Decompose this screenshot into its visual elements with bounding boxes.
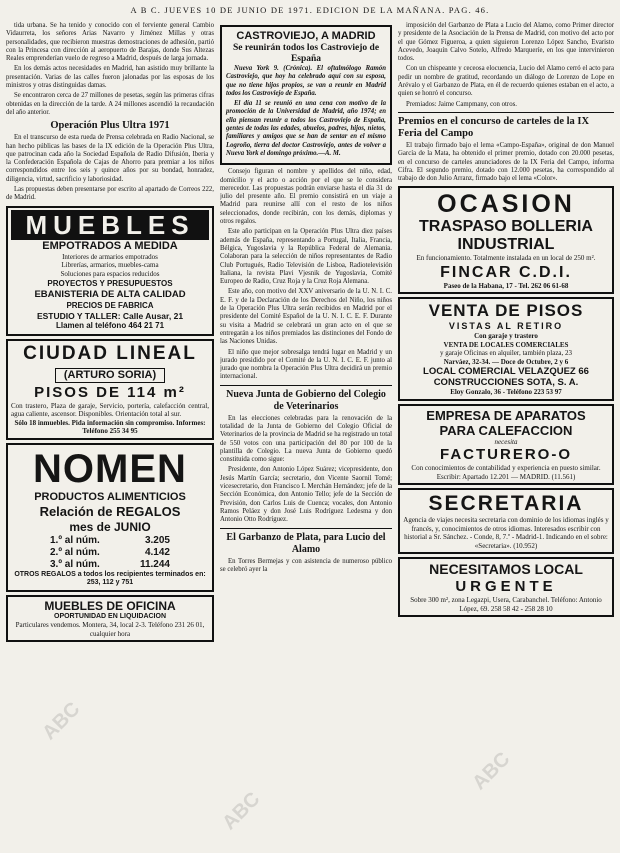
ocasion-subtitle: TRASPASO BOLLERIA [419, 218, 593, 236]
article-paragraph: tida urbana. Se ha tenido y conocido con el ferviente general Cambio Vidaurreta, los señores Arias Navarro y Jiménez Millas y otras personalidades, que recibieron muestras demostraciones de adhesión, partió con la Princesa con dirección al aeropuerto de Barajas, donde Sus Altezas Reales emprenderían vuelo de regreso a Madrid, después de larga jornada. [6, 22, 214, 63]
article-paragraph: Consejo figuran el nombre y apellidos del niño, edad, domicilio y el acto o acción por el que se le considera merecedor. Las propuestas podrán enviarse hasta el día 31 de julio del presente año. El premio consistirá en un viaje a Madrid para reunirse allí con el resto de los niños seleccionados, donde recibirán, con los demás, diplomas y otros regalos. [220, 168, 392, 226]
venta-line: Con garaje y trastero [474, 332, 538, 341]
ocasion-title: OCASION [437, 190, 575, 219]
local-subtitle: URGENTE [455, 578, 557, 596]
muebles-oficina-advertisement [6, 595, 214, 643]
nomen-relation: Relación de REGALOS [39, 503, 181, 519]
castroviejo-title: CASTROVIEJO, A MADRID [236, 30, 376, 42]
oficina-text: Particulares vendemos. Montera, 34, local 2-3. Teléfono 231 26 01, cualquier hora [15, 621, 205, 638]
article-paragraph: El niño que mejor sobresalga tendrá lugar en Madrid y un jurado presidido por el Comité de la U. N. I. C. E. F. junto al jurado que nombra la Operación Plus Ultra decidirá un premio internacional. [220, 348, 392, 381]
nomen-prize [50, 535, 170, 547]
nomen-prize [50, 559, 170, 571]
castroviejo-box [220, 25, 392, 165]
muebles-contact: ESTUDIO Y TALLER: Calle Ausar, 21 [36, 310, 184, 321]
ciudad-subtitle: (ARTURO SORIA) [55, 368, 165, 383]
nomen-advertisement [6, 443, 214, 592]
article-paragraph: Este año participan en la Operación Plus Ultra diez países además de España, representando a Portugal, Italia, Francia, Bélgica, Yugoslavia y la República Federal de Alemania. Colaboran para la selección de niños representantes de Radio Club Portugués, Radio Televisión de Lisboa, Radiotelevisión Italiana, la revista Plavi Vjesnik de Yugoslavia, Comité Europeo de Radio, Cruz Roja y la Cruz Roja Alemana. [220, 228, 392, 286]
local-advertisement [398, 557, 614, 617]
prize-label: 3.º al núm. [50, 558, 100, 570]
ciudad-info: Sólo 18 inmuebles. Pida información sin compromiso. Informes: Teléfono 255 34 95 [14, 418, 206, 436]
empresa-role: FACTURERO-O [440, 446, 572, 464]
junta-headline: Nueva Junta de Gobierno del Colegio de Veterinarios [226, 388, 386, 412]
divider [220, 385, 392, 386]
empresa-text: Con conocimientos de contabilidad y experiencia en puesto similar. Escribir: Apartado 12.201 — MADRID. (11.561) [411, 464, 601, 481]
article-paragraph: En Torres Bermejas y con asistencia de numeroso público se celebró ayer la [220, 557, 392, 573]
article-paragraph: Se encontraron cerca de 27 millones de pesetas, según las primeras cifras obtenidas en la dirección de la tarde. A 24 millones ascendió la recaudación del año anterior. [6, 92, 214, 116]
muebles-line: Interiores de armarios empotrados [62, 252, 158, 261]
article-paragraph: Este año, con motivo del XXV aniversario de la U. N. I. C. E. F. y de la Declaración de los Derechos del Niño, los niños de la Operación Plus Ultra serán recibidos en Madrid por el presidente del Comité Español de la U. N. I. C. E. F. Durante su visita a Madrid se celebrará un gran acto en el que se entregarán a los niños premiados las distinciones del Fondo de las Naciones Unidas. [220, 288, 392, 346]
ocasion-text: En funcionamiento. Totalmente instalada en un local de 250 m². [416, 254, 596, 263]
page-header: A B C. JUEVES 10 DE JUNIO DE 1971. EDICION DE LA MAÑANA. PAG. 46. [130, 5, 490, 15]
muebles-prices: PRECIOS DE FABRICA [66, 300, 154, 310]
castroviejo-paragraph: El día 11 se reunió en una cena con motivo de la promoción de la Universidad de Madrid, año 1974; en ella piensan reunir a todos los Castroviejo de España, gentes de todas las edades, abuelos, padres, hijos, nietos, familiares y amigos que se han de sentar en el mismo Logroño, tierra del doctor Castroviejo, antes de volver a Nueva York el domingo próximo.—A. M. [226, 100, 386, 157]
venta-pisos-advertisement [398, 297, 614, 401]
divider [398, 112, 614, 113]
muebles-subtitle: EMPOTRADOS A MEDIDA [42, 239, 178, 252]
local-text: Sobre 300 m², zona Legazpi, Usera, Carabanchel. Teléfono: Antonio López, 69. 258 58 42 - 258 28 10 [410, 596, 602, 613]
ciudad-lineal-advertisement [6, 339, 214, 440]
prize-label: 1.º al núm. [50, 534, 100, 546]
muebles-phone: Llamen al teléfono 464 21 71 [55, 320, 165, 330]
article-paragraph: Premiados: Jaime Campmany, con otros. [406, 100, 517, 108]
article-paragraph: En el transcurso de esta rueda de Prensa celebrada en Radio Nacional, se han hecho públicas las bases de la IX edición de la Operación Plus Ultra, que patrocinan cada año la Sociedad Española de Radio Difusión, Iberia y la Confederación Española de Cajas de Ahorro para premiar a los niños correspondidos entre los seis y quince años por su bondad, honradez, diligencia, virtud, sacrificio y laboriosidad. [6, 134, 214, 183]
watermark-abc: ABC [218, 788, 265, 835]
article-paragraph: Las propuestas deben presentarse por escrito al apartado de Correos 222, de Madrid. [6, 186, 214, 202]
operation-plus-ultra-headline: Operación Plus Ultra 1971 [50, 120, 170, 132]
nomen-prize [50, 547, 170, 559]
article-paragraph: Con un chispeante y ceceosa elocuencia, Lucio del Alamo cerró el acto para pedir un nombre de gratitud, recordando un diálogo de Lorenzo de Lope en Arévalo y el Garbanzo de Plata, en él de recuerdo quienes estaban en el acto, a quien se honró el concurso. [398, 65, 614, 98]
article-paragraph: En las elecciones celebradas para la renovación de la totalidad de la Junta de Gobierno del Colegio Oficial de Veterinarios de la provincia de Madrid se ha registrado un total de 550 votos con una participación del 80 por 100 de la plantilla de Colegio. La nueva Junta de Gobierno quedó constituida como sigue: [220, 414, 392, 464]
ciudad-pisos: PISOS DE 114 m² [34, 383, 186, 401]
garbanzo-headline: El Garbanzo de Plata, para Lucio del Alamo [226, 531, 386, 555]
venta-line: VENTA DE LOCALES COMERCIALES [443, 340, 569, 349]
ocasion-subtitle: INDUSTRIAL [457, 236, 555, 254]
venta-subtitle: VISTAS AL RETIRO [448, 321, 564, 332]
column-1 [6, 22, 214, 847]
divider [220, 528, 392, 529]
nomen-subtitle: PRODUCTOS ALIMENTICIOS [34, 490, 186, 503]
venta-line: Eloy Gonzalo, 36 - Teléfono 223 53 97 [450, 388, 562, 397]
ciudad-title: CIUDAD LINEAL [23, 342, 197, 364]
empresa-needs: necesita [494, 437, 518, 446]
article-paragraph: Presidente, don Antonio López Suárez; vicepresidente, don Jesús Martín García; secretario, don Vicente Saornil Tomé; vicesecretario, don Francisco I. Merchán Hernández; jefe de la Sección Económica, don Antonio Tello; jefe de la Sección de Previsión, don Carlos Luis de Cuenca; vocales, don Antonio Ramos Peláez y don José Luis Rodríguez Ledesma y don Antonio Otto Rodríguez. [220, 466, 392, 524]
oficina-title: MUEBLES DE OFICINA [44, 598, 176, 613]
prize-number: 11.244 [139, 558, 170, 570]
prize-label: 2.º al núm. [50, 546, 100, 558]
empresa-title: PARA CALEFACCION [439, 422, 573, 438]
secretaria-advertisement [398, 488, 614, 554]
ocasion-address: Paseo de la Habana, 17 - Tel. 262 06 61-68 [443, 281, 569, 290]
empresa-title: EMPRESA DE APARATOS [426, 407, 586, 423]
oficina-subtitle: OPORTUNIDAD EN LIQUIDACION [54, 612, 166, 620]
castroviejo-paragraph: Nueva York 9. (Crónica). El oftalmólogo Ramón Castroviejo, que hoy ha celebrado aquí con su esposa, que no tiene hijos propios, se van a reunir en Madrid todos los Castroviejo de España. [226, 65, 386, 97]
ocasion-company: FINCAR C.D.I. [440, 263, 572, 281]
prize-number: 3.205 [144, 534, 170, 546]
watermark-abc: ABC [468, 748, 515, 795]
secretaria-title: SECRETARIA [428, 492, 584, 516]
nomen-title: NOMEN [33, 446, 187, 491]
ocasion-advertisement [398, 186, 614, 294]
prize-number: 4.142 [144, 546, 170, 558]
venta-line: LOCAL COMERCIAL VELAZQUEZ 66 [423, 366, 589, 378]
watermark-abc: ABC [38, 698, 85, 745]
local-title: NECESITAMOS LOCAL [429, 561, 583, 578]
muebles-services: PROYECTOS Y PRESUPUESTOS [47, 279, 173, 289]
article-paragraph: En los demás actos necesidades en Madrid, han asistido muy brillante la presentación. Varias de las calles fueron jalonadas por las esposas de los ministros y otras distinguidas damas. [6, 65, 214, 90]
muebles-title: MUEBLES [11, 210, 209, 240]
muebles-shop: EBANISTERIA DE ALTA CALIDAD [34, 288, 186, 300]
ciudad-text: Con trastero, Plaza de garaje, Servicio, portería, calefacción central, agua caliente, ascensor. Disponibles. Orientación total al sur. [11, 401, 209, 419]
venta-title: VENTA DE PISOS [428, 301, 584, 321]
venta-line: y garaje Oficinas en alquiler, también plaza, 23 [439, 349, 573, 358]
venta-line: Narváez, 32-34. — Doce de Octubre, 2 y 6 [443, 357, 569, 366]
nomen-footer: OTROS REGALOS a todos los recipientes terminados en: 253, 112 y 751 [14, 570, 206, 587]
column-3 [398, 22, 614, 847]
nomen-month: mes de JUNIO [69, 519, 151, 534]
article-paragraph: imposición del Garbanzo de Plata a Lucio del Alamo, como Primer director y presidente de la Asociación de la Prensa de Madrid, con motivo del acto por el que Gómez Figueroa, a quien siguieron Lorenzo López Sancho, Evaristo Acevedo, Joaquín Calvo Sotelo, Alfredo Marqueríe, en los que intervinieron todos. [398, 22, 614, 63]
column-2 [220, 22, 392, 847]
muebles-line: Librerías, armarios, muebles-cama [61, 261, 159, 270]
empresa-advertisement [398, 404, 614, 486]
article-paragraph: El trabajo firmado bajo el lema «Campo-España», original de don Manuel García de la Mata, ha obtenido el primer premio, dotado con 20.000 pesetas, en el concurso de carteles anunciadores de la IX Feria del Campo, informa Cifra. El segundo premio, dotado con 12.000 pesetas, ha correspondido al trabajo de don Julio Arranz, firmado bajo el lema «Color». [398, 141, 614, 183]
premios-headline: Premios en el concurso de carteles de la IX Feria del Campo [398, 115, 590, 139]
muebles-advertisement [6, 206, 214, 336]
secretaria-text: Agencia de viajes necesita secretaria con dominio de los idiomas inglés y francés, y, conocimientos de otros idiomas. Interesados escribir con historial a Sr. Sánchez. - Conde, 8, 7.º - Madrid-1. Indicando en el sobre: «Secretaria». (10.952) [403, 516, 609, 550]
castroviejo-subtitle: Se reunirán todos los Castroviejo de España [232, 43, 380, 64]
muebles-line: Soluciones para espacios reducidos [60, 269, 160, 278]
venta-line: CONSTRUCCIONES SOTA, S. A. [433, 377, 579, 389]
